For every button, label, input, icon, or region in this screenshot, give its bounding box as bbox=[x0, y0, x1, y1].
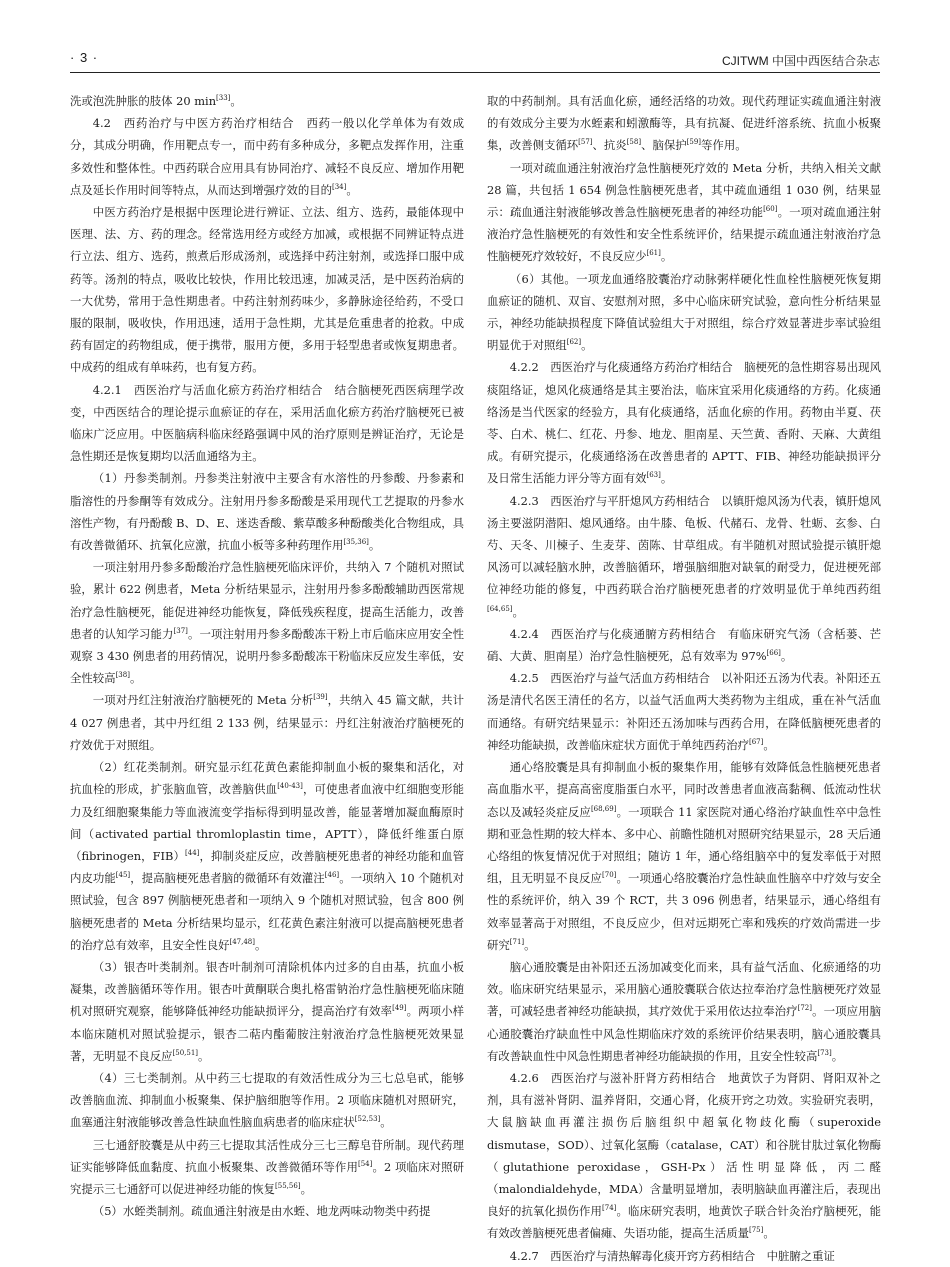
citation-ref: [63] bbox=[646, 471, 661, 480]
paragraph-text: 4.2.5 西医治疗与益气活血方药相结合 以补阳还五汤为代表。补阳还五汤是清代名医王清任的名方，以益气活血两大类药物为主组成，重在补气活血而通络。有研究结果显示：补阳还五汤加味与西药合用，在降低脑梗死患者的神经功能缺损，改善临床症状方面优于单纯西药治疗 bbox=[487, 671, 881, 752]
paragraph-text: 4.2.6 西医治疗与滋补肝肾方药相结合 地黄饮子为肾阴、肾阳双补之剂，具有滋补肾阴、温养肾阳，交通心肾，化痰开窍之功效。实验研究表明，大鼠脑缺血再灌注损伤后脑组织中超氧化物歧化酶（superoxide dismutase，SOD）、过氧化氢酶（catalase，CAT）和谷胱甘肽过氧化物酶（glutathione peroxidase，GSH-Px）活性明显降低，丙二醛（malondialdehyde，MDA）含量明显增加，表明脑缺血再灌注后，表现出良好的抗氧化损伤作用 bbox=[487, 1070, 881, 1219]
paragraph bbox=[487, 1245, 881, 1267]
paragraph bbox=[487, 623, 881, 667]
paragraph-text: 。 bbox=[581, 338, 593, 353]
paragraph-text: 。 bbox=[380, 1115, 392, 1130]
citation-ref: [57] bbox=[578, 138, 593, 147]
paragraph-text: 。一项对疏血通注射液治疗急性脑梗死的有效性和安全性系统评价，结果提示疏血通注射液治疗急性脑梗死疗效较好，不良反应少 bbox=[487, 205, 881, 264]
right-column bbox=[487, 90, 882, 1263]
paragraph-text: 。一项通心络胶囊治疗急性缺血性脑卒中疗效与安全性的系统评价，纳入 39 个 RCT，共 3 096 例患者，结果显示，通心络组有效率显著高于对照组，不良反应少，但对远期死亡率和残疾的疗效尚需进一步研究 bbox=[487, 871, 881, 952]
citation-ref: [40-43] bbox=[277, 782, 303, 791]
paragraph-text: 一项注射用丹参多酚酸治疗急性脑梗死临床评价，共纳入 7 个随机对照试验，累计 622 例患者，Meta 分析结果显示，注射用丹参多酚酸辅助西医常规治疗急性脑梗死，能促进神经功能恢复，降低残疾程度，提高生活能力，改善患者的认知学习能力 bbox=[70, 560, 464, 641]
left-column bbox=[70, 90, 464, 1240]
paragraph bbox=[487, 1067, 881, 1245]
paragraph-text: 。 bbox=[763, 1226, 775, 1241]
paragraph bbox=[70, 956, 464, 1067]
citation-ref: [60] bbox=[763, 205, 778, 214]
paragraph-text: ，可使患者血液中红细胞变形能力及红细胞聚集能力等血液流变学指标得到明显改善，能显著增加凝血酶原时间（activated partial thromloplastin time，APTT），降低纤维蛋白原（fibrinogen，FIB） bbox=[70, 782, 464, 863]
paragraph-text: 一项对疏血通注射液治疗急性脑梗死疗效的 Meta 分析，共纳入相关文献 28 篇，共包括 1 654 例急性脑梗死患者，其中疏血通组 1 030 例，结果显示：疏血通注射液能够改善急性脑梗死患者的神经功能 bbox=[487, 160, 881, 220]
paragraph-text: 。 bbox=[129, 671, 142, 686]
paragraph-text: 等作用。 bbox=[701, 138, 747, 153]
paragraph-text: 。 bbox=[780, 649, 793, 664]
citation-ref: [59] bbox=[686, 138, 702, 147]
paragraph bbox=[70, 1200, 464, 1222]
citation-ref: [34] bbox=[332, 183, 347, 192]
paragraph-text: 。 bbox=[368, 538, 381, 553]
paragraph-text: 4.2.4 西医治疗与化痰通腑方药相结合 有临床研究气汤（含栝蒌、芒硝、大黄、胆南星）治疗急性脑梗死，总有效率为 97% bbox=[487, 626, 881, 664]
citation-ref: [35,36] bbox=[343, 538, 369, 547]
citation-ref: [61] bbox=[646, 249, 661, 258]
paragraph-text: （6）其他。一项龙血通络胶囊治疗动脉粥样硬化性血栓性脑梗死恢复期血瘀证的随机、双盲、安慰剂对照，多中心临床研究试验，意向性分析结果显示，神经功能缺损程度下降值试验组大于对照组，综合疗效显著进步率试验组明显优于对照组 bbox=[487, 271, 881, 353]
paragraph bbox=[487, 268, 881, 357]
paragraph-text: 。 bbox=[524, 937, 536, 952]
citation-ref: [66] bbox=[766, 649, 781, 658]
citation-ref: [50,51] bbox=[172, 1048, 199, 1057]
paragraph bbox=[487, 356, 881, 489]
paragraph-text: 。一项联合 11 家医院对通心络治疗缺血性卒中急性期和亚急性期的较大样本、多中心、前瞻性随机对照研究结果显示，28 天后通心络组的恢复情况优于对照组；随访 1 年，通心络组脑卒中的复发率低于对照组，且无明显不良反应 bbox=[487, 804, 882, 886]
page-number: · 3 · bbox=[70, 50, 99, 65]
paragraph-text: 。 bbox=[660, 471, 673, 486]
paragraph-text: 。临床研究表明，地黄饮子联合针灸治疗脑梗死，能有效改善脑梗死患者偏瘫、失语功能，提高生活质量 bbox=[487, 1204, 881, 1241]
citation-ref: [58] bbox=[626, 138, 642, 147]
paragraph-text: （2）红花类制剂。研究显示红花黄色素能抑制血小板的聚集和活化，对抗血栓的形成，扩张脑血管，改善脑供血 bbox=[70, 760, 464, 797]
paragraph bbox=[70, 689, 464, 756]
paragraph-text: （5）水蛭类制剂。疏血通注射液是由水蛭、地龙两味动物类中药提 bbox=[92, 1204, 431, 1219]
paragraph bbox=[70, 201, 464, 379]
paragraph bbox=[487, 667, 881, 756]
paragraph-text: 取的中药制剂。具有活血化瘀，通经活络的功效。现代药理证实疏血通注射液的有效成分主要为水蛭素和蚓激酶等，具有抗凝、促进纤溶系统、抗血小板聚集，改善侧支循环 bbox=[487, 94, 881, 153]
paragraph bbox=[70, 90, 464, 112]
citation-ref: [55,56] bbox=[275, 1182, 301, 1191]
citation-ref: [75] bbox=[749, 1226, 764, 1235]
paragraph-text: 。 bbox=[255, 937, 267, 952]
citation-ref: [37] bbox=[173, 627, 188, 636]
paragraph-text: 。 bbox=[346, 182, 358, 197]
paragraph-text: （4）三七类制剂。从中药三七提取的有效活性成分为三七总皂甙，能够改善脑血流、抑制血小板聚集、保护脑细胞等作用。2 项临床随机对照研究，血塞通注射液能够改善急性缺血性脑血病患者的临床症状 bbox=[70, 1070, 464, 1130]
paragraph-text: 。一项注射用丹参多酚酸冻干粉上市后临床应用安全性观察 3 430 例患者的用药情况，说明丹参多酚酸冻干粉临床反应发生率低，安全性较高 bbox=[70, 626, 464, 686]
paragraph-text: 4.2.7 西医治疗与清热解毒化痰开窍方药相结合 中脏腑之重证 bbox=[509, 1248, 835, 1263]
paragraph bbox=[70, 1067, 464, 1134]
citation-ref: [44] bbox=[185, 849, 200, 858]
paragraph-text: 4.2 西药治疗与中医方药治疗相结合 西药一般以化学单体为有效成分，其成分明确，作用靶点专一，而中药有多种成分，多靶点发挥作用，注重多效性和整体性。中西药联合应用具有协同治疗、减轻不良反应、增加作用靶点及延长作用时间等特点，从而达到增强疗效的目的 bbox=[70, 116, 464, 197]
citation-ref: [47,48] bbox=[229, 937, 255, 946]
citation-ref: [67] bbox=[749, 738, 764, 747]
paragraph-text: （3）银杏叶类制剂。银杏叶制剂可清除机体内过多的自由基，抗血小板凝集，改善脑循环等作用。银杏叶黄酮联合奥扎格雷钠治疗急性脑梗死临床随机对照研究观察，能够降低神经功能缺损评分，提高治疗有效率 bbox=[70, 959, 464, 1019]
citation-ref: [39] bbox=[313, 693, 328, 702]
citation-ref: [33] bbox=[216, 94, 231, 103]
paragraph-text: 4.2.2 西医治疗与化痰通络方药治疗相结合 脑梗死的急性期容易出现风痰阻络证，熄风化痰通络是其主要治法，临床宜采用化痰通络的方药。化痰通络汤是当代医家的经验方，具有化痰通络，活血化瘀的作用。药物由半夏、茯苓、白术、桃仁、红花、丹参、地龙、胆南星、天竺黄、香附、天麻、大黄组成。有研究提示，化痰通络汤在改善患者的 APTT、FIB、神经功能缺损评分及日常生活能力评分等方面有效 bbox=[487, 360, 881, 486]
paragraph bbox=[487, 90, 881, 157]
paragraph-text: 三七通舒胶囊是从中药三七提取其活性成分三七三醇皂苷所制。现代药理证实能够降低血黏度、抗血小板聚集、改善微循环等作用 bbox=[70, 1137, 464, 1174]
citation-ref: [74] bbox=[602, 1204, 617, 1213]
paragraph bbox=[70, 556, 464, 689]
paragraph-text: 中医方药治疗是根据中医理论进行辨证、立法、组方、选药，最能体现中医理、法、方、药的理念。经常选用经方或经方加减，或根据不同辨证特点进行立法、组方、选药，煎煮后形成汤剂，或选择中药注射剂，或选择口服中成药等。汤剂的特点，吸收比较快，作用比较迅速，加减灵活，是中医药治病的一大优势，常用于急性期患者。中药注射剂药味少，多静脉途径给药，不受口服的限制，吸收快，作用迅速，适用于急性期，尤其是危重患者的抢救。中成药有固定的药物组成，便于携带，服用方便，多用于轻型患者或恢复期患者。中成药的组成有单味药，也有复方药。 bbox=[70, 205, 464, 375]
page-header bbox=[70, 44, 880, 73]
paragraph bbox=[70, 756, 464, 956]
paragraph-text: 。 bbox=[230, 94, 242, 108]
paragraph bbox=[70, 379, 464, 468]
paragraph bbox=[70, 467, 464, 556]
paragraph-text: 。 bbox=[831, 1048, 844, 1063]
paragraph-text: 。 bbox=[300, 1181, 312, 1196]
citation-ref: [64,65] bbox=[487, 604, 513, 613]
paragraph-text: 4.2.3 西医治疗与平肝熄风方药相结合 以镇肝熄风汤为代表，镇肝熄风汤主要滋阴潜阳、熄风通络。由牛膝、龟板、代赭石、龙骨、牡蛎、玄参、白芍、天冬、川楝子、生麦芽、茵陈、甘草组成。有半随机对照试验提示镇肝熄风汤可以减轻脑水肿，改善脑循环，增强脑细胞对缺氧的耐受力，促进梗死部位神经功能的修复，中西药联合治疗脑梗死患者的疗效明显优于单纯西药组 bbox=[487, 493, 881, 597]
paragraph-text: 。两项小样本临床随机对照试验提示，银杏二萜内酯葡胺注射液治疗急性脑梗死效果显著，无明显不良反应 bbox=[70, 1004, 464, 1063]
paragraph-text: 。 bbox=[512, 604, 524, 619]
paragraph-text: 、抗炎 bbox=[592, 138, 627, 153]
journal-name: CJITWM 中国中西医结合杂志 bbox=[722, 54, 880, 68]
paragraph bbox=[487, 756, 881, 956]
citation-ref: [38] bbox=[115, 671, 130, 680]
citation-ref: [54] bbox=[357, 1159, 373, 1168]
citation-ref: [68,69] bbox=[590, 804, 617, 813]
citation-ref: [52,53] bbox=[354, 1115, 381, 1124]
paragraph bbox=[487, 157, 881, 268]
citation-ref: [62] bbox=[566, 338, 582, 347]
paragraph-text: 。2 项临床对照研究提示三七通舒可以促进神经功能的恢复 bbox=[70, 1159, 464, 1196]
paragraph-text: 。 bbox=[763, 737, 775, 752]
paragraph-text: 。一项应用脑心通胶囊治疗缺血性中风急性期临床疗效的系统评价结果表明，脑心通胶囊具有改善缺血性中风急性期患者神经功能缺损的作用，且安全性较高 bbox=[487, 1004, 881, 1063]
paragraph bbox=[487, 956, 881, 1067]
paragraph-text: 通心络胶囊是具有抑制血小板的聚集作用，能够有效降低急性脑梗死患者高血脂水平，提高高密度脂蛋白水平，同时改善患者血液高黏稠、低流动性状态以及减轻炎症反应 bbox=[487, 760, 881, 819]
paragraph-text: 一项对丹红注射液治疗脑梗死的 Meta 分析 bbox=[92, 693, 314, 708]
citation-ref: [72] bbox=[797, 1004, 812, 1013]
paragraph-text: 、脑保护 bbox=[641, 138, 687, 153]
citation-ref: [46] bbox=[324, 871, 340, 880]
paragraph bbox=[70, 112, 464, 201]
paragraph-text: ，提高脑梗死患者脑的微循环有效灌注 bbox=[130, 871, 325, 886]
paragraph bbox=[70, 1134, 464, 1201]
paragraph-text: ，共纳入 45 篇文献，共计 4 027 例患者，其中丹红组 2 133 例，结果显示：丹红注射液治疗脑梗死的疗效优于对照组。 bbox=[70, 693, 464, 752]
citation-ref: [73] bbox=[817, 1048, 832, 1057]
citation-ref: [45] bbox=[115, 871, 131, 880]
citation-ref: [49] bbox=[392, 1004, 407, 1013]
citation-ref: [70] bbox=[602, 871, 617, 880]
paragraph-text: 。一项纳入 10 个随机对照试验，包含 897 例脑梗死患者和一项纳入 9 个随机对照试验，包含 800 例脑梗死患者的 Meta 分析结果均显示，红花黄色素注射液可以提高脑梗死患者的治疗总有效率，且安全性良好 bbox=[70, 871, 464, 952]
paragraph-text: 洗或泡洗肿胀的肢体 20 min bbox=[70, 94, 217, 108]
paragraph-text: 。 bbox=[660, 249, 673, 264]
paragraph-text: 脑心通胶囊是由补阳还五汤加减变化而来，具有益气活血、化瘀通络的功效。临床研究结果显示，采用脑心通胶囊联合依达拉奉治疗急性脑梗死疗效显著，可减轻患者神经功能缺损，其疗效优于采用依达拉奉治疗 bbox=[487, 959, 881, 1019]
paragraph-text: 。 bbox=[198, 1048, 210, 1063]
paragraph-text: 4.2.1 西医治疗与活血化瘀方药治疗相结合 结合脑梗死西医病理学改变，中西医结合的理论提示血瘀证的存在，采用活血化瘀方药治疗脑梗死已被临床广泛应用。中医脑病科临床经路强调中风的治疗原则是辨证治疗，无论是急性期还是恢复期均以活血通络为主。 bbox=[70, 382, 464, 464]
citation-ref: [71] bbox=[509, 937, 525, 946]
paragraph-text: （1）丹参类制剂。丹参类注射液中主要含有水溶性的丹参酸、丹参素和脂溶性的丹参酮等有效成分。注射用丹参多酚酸是采用现代工艺提取的丹参水溶性产物，有丹酚酸 B、D、E、迷迭香酸、紫草酸多种酚酸类化合物组成，具有改善微循环、抗氧化应激，抗血小板等多种药理作用 bbox=[70, 471, 464, 553]
paragraph bbox=[487, 490, 881, 623]
paragraph-text: ，抑制炎症反应，改善脑梗死患者的神经功能和血管内皮功能 bbox=[70, 848, 464, 886]
